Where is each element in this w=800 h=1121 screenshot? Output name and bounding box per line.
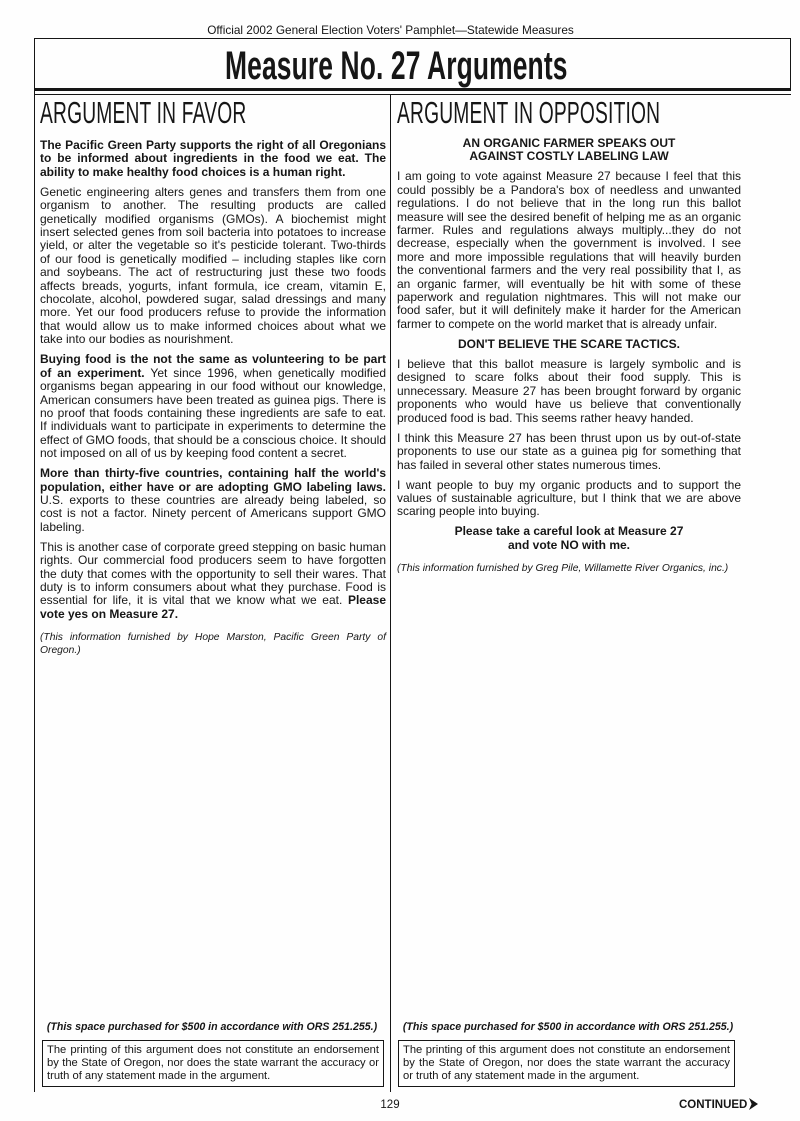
opposition-appeal-line: Please take a careful look at Measure 27 [454,524,684,539]
opposition-paragraph-out-of-state: I think this Measure 27 has been thrust upon us by out-of-state proponents to use our state as a guinea pig for something that has failed in several other states numerous times. [397,430,741,472]
favor-furnished-by: (This information furnished by Hope Marston, Pacific Green Party of Oregon.) [40,632,386,657]
opposition-headline-line: AGAINST COSTLY LABELING LAW [469,149,669,164]
title-box [34,38,791,89]
favor-paragraph-labeling-laws-body: U.S. exports to these countries are already being labeled, so cost is not a factor. Ninety percent of Americans support GMO labeling. [40,492,386,534]
opposition-closing-appeal [397,525,741,551]
page-title: Measure No. 27 Arguments [225,44,568,88]
page-number: 129 [380,1099,400,1111]
argument-in-opposition-column [397,97,741,575]
favor-paragraph-experiment-lead: Buying food is the not the same as volunteering to be part of an experiment. [40,352,386,380]
frame-left-border [34,91,35,1092]
running-header: Official 2002 General Election Voters' Pamphlet—Statewide Measures [207,23,574,37]
opposition-heading [397,97,741,129]
title-rule-thick [34,88,791,91]
opposition-paragraph-regulations: I am going to vote against Measure 27 because I feel that this could possibly be a Pandora's box of needless and unwanted regulations. I do not believe that in the long run this ballot measure will see the desired benefit of helping me as an organic farmer. Rules and regulations always multiply...they do not decrease, especially when the government is involved. I see more and more impossible regulations that will heavily burden the conventional farmers and the very real possibility that I, as an organic farmer, will eventually be hit with some of these paperwork and regulation nightmares. This will not make our food safer, but it will definitely make it harder for the American farmer to compete on the world market that is already unfair. [397,169,741,331]
favor-closing-appeal: Please vote yes on Measure 27. [40,593,386,621]
opposition-headline-line: AN ORGANIC FARMER SPEAKS OUT [462,136,676,150]
opposition-headline [397,137,741,163]
title-rule-thin [34,94,791,95]
favor-heading [40,97,386,129]
favor-heading-text: ARGUMENT IN FAVOR [40,97,247,129]
favor-disclaimer-box: The printing of this argument does not constitute an endorsement by the State of Oregon, nor does the state warrant the accuracy or truth of any statement made in the argument. [42,1040,384,1087]
favor-paragraph-gmo: Genetic engineering alters genes and transfers them from one organism to another. The resulting products are called genetically modified organisms (GMOs). A biochemist might insert selected genes from soil bacteria into potatoes to increase yield, or alter the vegetable so it's pesticide tolerant. Two-thirds of our food is genetically modified – including staples like corn and soybeans. The act of restructuring just these two foods affects breads, yogurts, infant formula, ice cream, vitamin E, chocolate, alcohol, powdered sugar, salad dressings and many more. Yet our food producers refuse to provide the information that would allow us to make informed choices about what we take into our bodies as nourishment. [40,184,386,347]
opposition-furnished-by: (This information furnished by Greg Pile, Willamette River Organics, inc.) [397,562,729,574]
opposition-paragraph-symbolic: I believe that this ballot measure is largely symbolic and is designed to scare folks about their food supply. This is unnecessary. Measure 27 has been brought forward by organic proponents who would have us believe that conventionally produced food is bad. This seems rather heavy handed. [397,357,741,425]
opposition-appeal-line: and vote NO with me. [507,537,630,552]
continued-indicator [679,1098,758,1112]
favor-paragraph-labeling-laws-lead: More than thirty-five countries, containing half the world's population, either have or are adopting GMO labeling laws. [40,466,386,494]
favor-paragraph-labeling-laws [40,467,386,534]
opposition-heading-text: ARGUMENT IN OPPOSITION [397,97,661,129]
argument-in-favor-column [40,97,386,657]
opposition-disclaimer-box: The printing of this argument does not constitute an endorsement by the State of Oregon, nor does the state warrant the accuracy or truth of any statement made in the argument. [398,1040,735,1087]
favor-intro: The Pacific Green Party supports the right of all Oregonians to be informed about ingredients in the food we eat. The ability to make healthy food choices is a human right. [40,138,386,179]
favor-paragraph-corporate-greed [40,541,386,621]
arrow-right-icon [749,1098,758,1110]
continued-label: CONTINUED [679,1099,748,1111]
favor-paragraph-corporate-greed-body: This is another case of corporate greed stepping on basic human rights. Our commercial food producers seem to have forgotten the duty that comes with the opportunity to sell their wares. That duty is to inform consumers about what they purchase. Food is essential for life, it is vital that we know what we eat. [40,539,386,608]
opposition-purchase-note: (This space purchased for $500 in accordance with ORS 251.255.) [402,1021,734,1033]
favor-paragraph-experiment [40,353,386,460]
favor-purchase-note: (This space purchased for $500 in accordance with ORS 251.255.) [46,1021,378,1033]
opposition-paragraph-organic-products: I want people to buy my organic products and to support the values of sustainable agriculture, but I think that we are above scaring people into buying. [397,477,741,519]
opposition-subhead: DON'T BELIEVE THE SCARE TACTICS. [458,336,680,351]
column-divider [390,95,391,1092]
favor-paragraph-experiment-body: Yet since 1996, when genetically modified organisms began appearing in our food without our knowledge, American consumers have been treated as guinea pigs. There is no proof that foods containing these ingredients are safe to eat. If individuals want to participate in experiments to determine the effect of GMO foods, that should be a conscious choice. It should not imposed on all of us by keeping food content a secret. [40,365,387,461]
